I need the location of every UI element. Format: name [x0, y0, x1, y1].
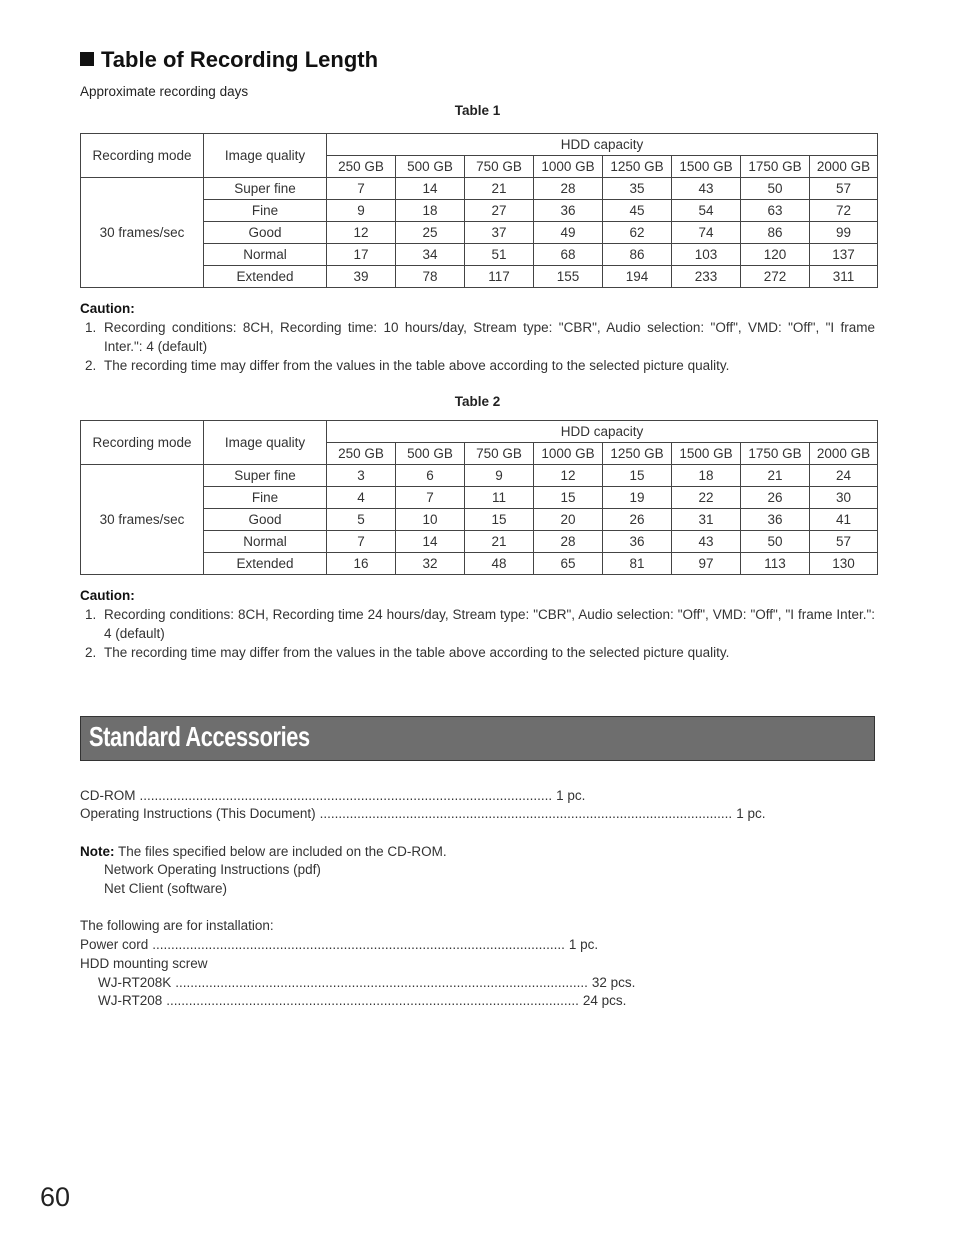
- value-cell: 15: [603, 465, 672, 487]
- value-cell: 97: [672, 553, 741, 575]
- accessory-label: Operating Instructions (This Document): [80, 806, 316, 821]
- value-cell: 15: [534, 487, 603, 509]
- caution-number: 2.: [85, 358, 97, 373]
- value-cell: 20: [534, 509, 603, 531]
- leader-dots: ..............................................................................................................: [152, 937, 565, 952]
- value-cell: 36: [603, 531, 672, 553]
- value-cell: 7: [327, 531, 396, 553]
- capacity-header: 750 GB: [465, 156, 534, 178]
- value-cell: 51: [465, 244, 534, 266]
- value-cell: 19: [603, 487, 672, 509]
- quality-cell: Good: [204, 509, 327, 531]
- value-cell: 45: [603, 200, 672, 222]
- value-cell: 113: [741, 553, 810, 575]
- capacity-header: 1000 GB: [534, 443, 603, 465]
- value-cell: 41: [810, 509, 878, 531]
- accessories-banner: [80, 716, 875, 761]
- quality-cell: Fine: [204, 487, 327, 509]
- value-cell: 43: [672, 178, 741, 200]
- accessory-qty: 24 pcs.: [582, 993, 627, 1008]
- value-cell: 39: [327, 266, 396, 288]
- capacity-header: 2000 GB: [810, 156, 878, 178]
- value-cell: 3: [327, 465, 396, 487]
- value-cell: 311: [810, 266, 878, 288]
- caution-number: 1.: [85, 607, 97, 622]
- quality-cell: Extended: [204, 553, 327, 575]
- caution-number: 2.: [85, 645, 97, 660]
- value-cell: 24: [810, 465, 878, 487]
- value-cell: 272: [741, 266, 810, 288]
- value-cell: 99: [810, 222, 878, 244]
- value-cell: 21: [465, 178, 534, 200]
- accessory-qty: 1 pc.: [736, 806, 766, 821]
- value-cell: 233: [672, 266, 741, 288]
- value-cell: 5: [327, 509, 396, 531]
- value-cell: 155: [534, 266, 603, 288]
- value-cell: 63: [741, 200, 810, 222]
- subtitle: Approximate recording days: [80, 84, 249, 99]
- value-cell: 27: [465, 200, 534, 222]
- value-cell: 26: [741, 487, 810, 509]
- value-cell: 54: [672, 200, 741, 222]
- value-cell: 14: [396, 531, 465, 553]
- value-cell: 74: [672, 222, 741, 244]
- value-cell: 12: [327, 222, 396, 244]
- value-cell: 86: [603, 244, 672, 266]
- header-image-quality: Image quality: [204, 134, 327, 178]
- value-cell: 35: [603, 178, 672, 200]
- value-cell: 17: [327, 244, 396, 266]
- caution-text: The recording time may differ from the values in the table above according to the selected picture quality.: [104, 358, 730, 373]
- value-cell: 12: [534, 465, 603, 487]
- value-cell: 194: [603, 266, 672, 288]
- caution-heading: Caution:: [80, 301, 135, 316]
- accessory-qty: 32 pcs.: [591, 975, 636, 990]
- header-recording-mode: Recording mode: [81, 421, 204, 465]
- value-cell: 57: [810, 531, 878, 553]
- capacity-header: 500 GB: [396, 156, 465, 178]
- capacity-header: 1500 GB: [672, 156, 741, 178]
- value-cell: 117: [465, 266, 534, 288]
- value-cell: 14: [396, 178, 465, 200]
- table-row: [81, 465, 878, 487]
- quality-cell: Super fine: [204, 178, 327, 200]
- value-cell: 18: [672, 465, 741, 487]
- quality-cell: Good: [204, 222, 327, 244]
- capacity-header: 250 GB: [327, 443, 396, 465]
- value-cell: 21: [741, 465, 810, 487]
- value-cell: 137: [810, 244, 878, 266]
- value-cell: 9: [465, 465, 534, 487]
- caution-text: Recording conditions: 8CH, Recording time 24 hours/day, Stream type: "CBR", Audio selection: "Off", VMD: "Off", "I frame Inter.": 4 (default): [104, 607, 875, 641]
- value-cell: 50: [741, 531, 810, 553]
- value-cell: 72: [810, 200, 878, 222]
- recording-mode-cell: 30 frames/sec: [81, 178, 204, 288]
- accessory-line: [80, 788, 586, 803]
- accessory-line: [98, 975, 636, 990]
- table1: [80, 133, 878, 288]
- value-cell: 28: [534, 531, 603, 553]
- note-text: The files specified below are included on the CD-ROM.: [118, 844, 447, 859]
- capacity-header: 1750 GB: [741, 156, 810, 178]
- accessory-label: WJ-RT208: [98, 993, 163, 1008]
- value-cell: 30: [810, 487, 878, 509]
- table2: [80, 420, 878, 575]
- capacity-header: 1250 GB: [603, 443, 672, 465]
- accessory-line: [98, 993, 627, 1008]
- recording-mode-cell: 30 frames/sec: [81, 465, 204, 575]
- accessory-line: [80, 806, 766, 821]
- value-cell: 81: [603, 553, 672, 575]
- capacity-header: 500 GB: [396, 443, 465, 465]
- value-cell: 21: [465, 531, 534, 553]
- note-label: Note:: [80, 844, 115, 859]
- capacity-header: 750 GB: [465, 443, 534, 465]
- value-cell: 4: [327, 487, 396, 509]
- caution-number: 1.: [85, 320, 97, 335]
- note-file: Network Operating Instructions (pdf): [104, 862, 321, 877]
- value-cell: 34: [396, 244, 465, 266]
- leader-dots: ..............................................................................................................: [139, 788, 553, 803]
- screw-heading: HDD mounting screw: [80, 956, 208, 971]
- table2-caption: Table 2: [454, 394, 501, 409]
- quality-cell: Fine: [204, 200, 327, 222]
- value-cell: 16: [327, 553, 396, 575]
- leader-dots: ..............................................................................................................: [166, 993, 579, 1008]
- value-cell: 15: [465, 509, 534, 531]
- accessory-label: WJ-RT208K: [98, 975, 172, 990]
- accessory-qty: 1 pc.: [556, 788, 586, 803]
- header-recording-mode: Recording mode: [81, 134, 204, 178]
- capacity-header: 1000 GB: [534, 156, 603, 178]
- value-cell: 7: [327, 178, 396, 200]
- value-cell: 26: [603, 509, 672, 531]
- value-cell: 48: [465, 553, 534, 575]
- value-cell: 28: [534, 178, 603, 200]
- caution-text: The recording time may differ from the values in the table above according to the selected picture quality.: [104, 645, 730, 660]
- value-cell: 130: [810, 553, 878, 575]
- value-cell: 50: [741, 178, 810, 200]
- capacity-header: 1750 GB: [741, 443, 810, 465]
- caution-item: [80, 643, 875, 662]
- install-heading: The following are for installation:: [80, 918, 274, 933]
- table-row: [81, 178, 878, 200]
- value-cell: 120: [741, 244, 810, 266]
- value-cell: 36: [534, 200, 603, 222]
- page-number: 60: [40, 1182, 71, 1212]
- quality-cell: Extended: [204, 266, 327, 288]
- capacity-header: 2000 GB: [810, 443, 878, 465]
- value-cell: 32: [396, 553, 465, 575]
- quality-cell: Normal: [204, 244, 327, 266]
- value-cell: 7: [396, 487, 465, 509]
- caution-item: [80, 605, 875, 643]
- note: [80, 844, 447, 859]
- value-cell: 43: [672, 531, 741, 553]
- accessory-label: Power cord: [80, 937, 149, 952]
- square-bullet-icon: [80, 52, 94, 66]
- value-cell: 22: [672, 487, 741, 509]
- caution-heading: Caution:: [80, 588, 135, 603]
- capacity-header: 1250 GB: [603, 156, 672, 178]
- value-cell: 62: [603, 222, 672, 244]
- value-cell: 10: [396, 509, 465, 531]
- value-cell: 103: [672, 244, 741, 266]
- caution-text: Recording conditions: 8CH, Recording time: 10 hours/day, Stream type: "CBR", Audio selection: "Off", VMD: "Off", "I frame Inter.": 4 (default): [104, 320, 875, 354]
- value-cell: 18: [396, 200, 465, 222]
- value-cell: 11: [465, 487, 534, 509]
- value-cell: 6: [396, 465, 465, 487]
- value-cell: 9: [327, 200, 396, 222]
- value-cell: 25: [396, 222, 465, 244]
- section-title-text: Table of Recording Length: [101, 47, 379, 72]
- accessory-line: [80, 937, 599, 952]
- caution-item: [80, 318, 875, 356]
- value-cell: 36: [741, 509, 810, 531]
- header-hdd-capacity: HDD capacity: [327, 134, 878, 156]
- caution-item: [80, 356, 875, 375]
- value-cell: 37: [465, 222, 534, 244]
- header-image-quality: Image quality: [204, 421, 327, 465]
- table1-caption: Table 1: [454, 103, 501, 118]
- value-cell: 78: [396, 266, 465, 288]
- value-cell: 68: [534, 244, 603, 266]
- note-file: Net Client (software): [104, 881, 228, 896]
- capacity-header: 250 GB: [327, 156, 396, 178]
- accessory-label: CD-ROM: [80, 788, 136, 803]
- value-cell: 86: [741, 222, 810, 244]
- value-cell: 31: [672, 509, 741, 531]
- quality-cell: Super fine: [204, 465, 327, 487]
- quality-cell: Normal: [204, 531, 327, 553]
- header-hdd-capacity: HDD capacity: [327, 421, 878, 443]
- leader-dots: ..............................................................................................................: [319, 806, 733, 821]
- value-cell: 65: [534, 553, 603, 575]
- accessories-title: Standard Accessories: [89, 721, 310, 752]
- leader-dots: ..............................................................................................................: [175, 975, 588, 990]
- section-title: [80, 47, 378, 73]
- value-cell: 49: [534, 222, 603, 244]
- value-cell: 57: [810, 178, 878, 200]
- capacity-header: 1500 GB: [672, 443, 741, 465]
- accessory-qty: 1 pc.: [568, 937, 599, 952]
